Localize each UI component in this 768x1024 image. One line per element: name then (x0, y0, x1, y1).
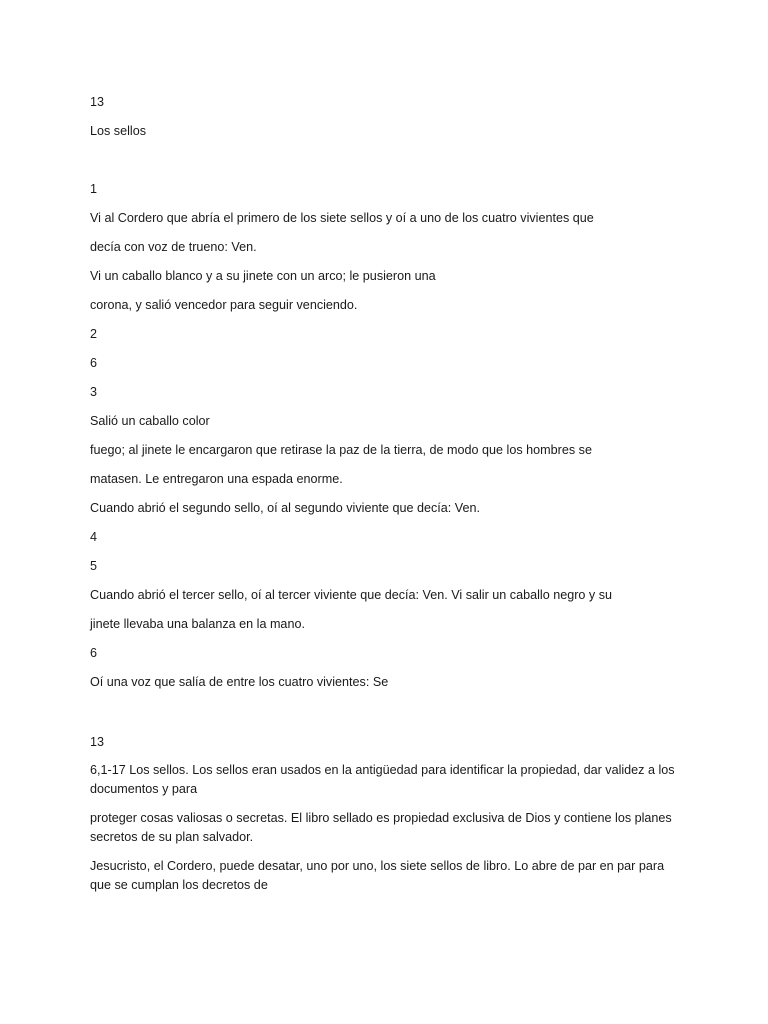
verse-number: 1 (90, 182, 98, 196)
body-text-line: corona, y salió vencedor para seguir venciendo. (90, 298, 358, 312)
verse-number: 4 (90, 530, 98, 544)
body-text-line: Salió un caballo color (90, 414, 210, 428)
body-text-line: matasen. Le entregaron una espada enorme. (90, 472, 343, 486)
body-text-line: Cuando abrió el tercer sello, oí al tercer viviente que decía: Ven. Vi salir un caballo negro y su (90, 588, 613, 602)
verse-number: 5 (90, 559, 98, 573)
body-text-line: Vi un caballo blanco y a su jinete con un arco; le pusieron una (90, 269, 436, 283)
note-paragraph: 6,1-17 Los sellos. Los sellos eran usados en la antigüedad para identificar la propiedad, dar validez a los documentos y para (90, 763, 675, 796)
chapter-title: Los sellos (90, 124, 147, 138)
chapter-number: 13 (90, 95, 105, 109)
body-text-line: Vi al Cordero que abría el primero de los siete sellos y oí a uno de los cuatro vivientes que (90, 211, 594, 225)
verse-number: 6 (90, 646, 98, 660)
body-text-line: Oí una voz que salía de entre los cuatro vivientes: Se (90, 675, 389, 689)
verse-number: 6 (90, 356, 98, 370)
body-text-line: fuego; al jinete le encargaron que retirase la paz de la tierra, de modo que los hombres se (90, 443, 592, 457)
body-text-line: jinete llevaba una balanza en la mano. (90, 617, 305, 631)
verse-number: 3 (90, 385, 98, 399)
verse-number: 2 (90, 327, 98, 341)
note-paragraph: proteger cosas valiosas o secretas. El libro sellado es propiedad exclusiva de Dios y contiene los planes secretos de su plan salvador. (90, 811, 672, 844)
body-text-line: decía con voz de trueno: Ven. (90, 240, 257, 254)
notes-number: 13 (90, 735, 105, 749)
body-text-line: Cuando abrió el segundo sello, oí al segundo viviente que decía: Ven. (90, 501, 480, 515)
note-paragraph: Jesucristo, el Cordero, puede desatar, uno por uno, los siete sellos de libro. Lo abre de par en par para que se cumplan los decretos de (90, 859, 665, 892)
